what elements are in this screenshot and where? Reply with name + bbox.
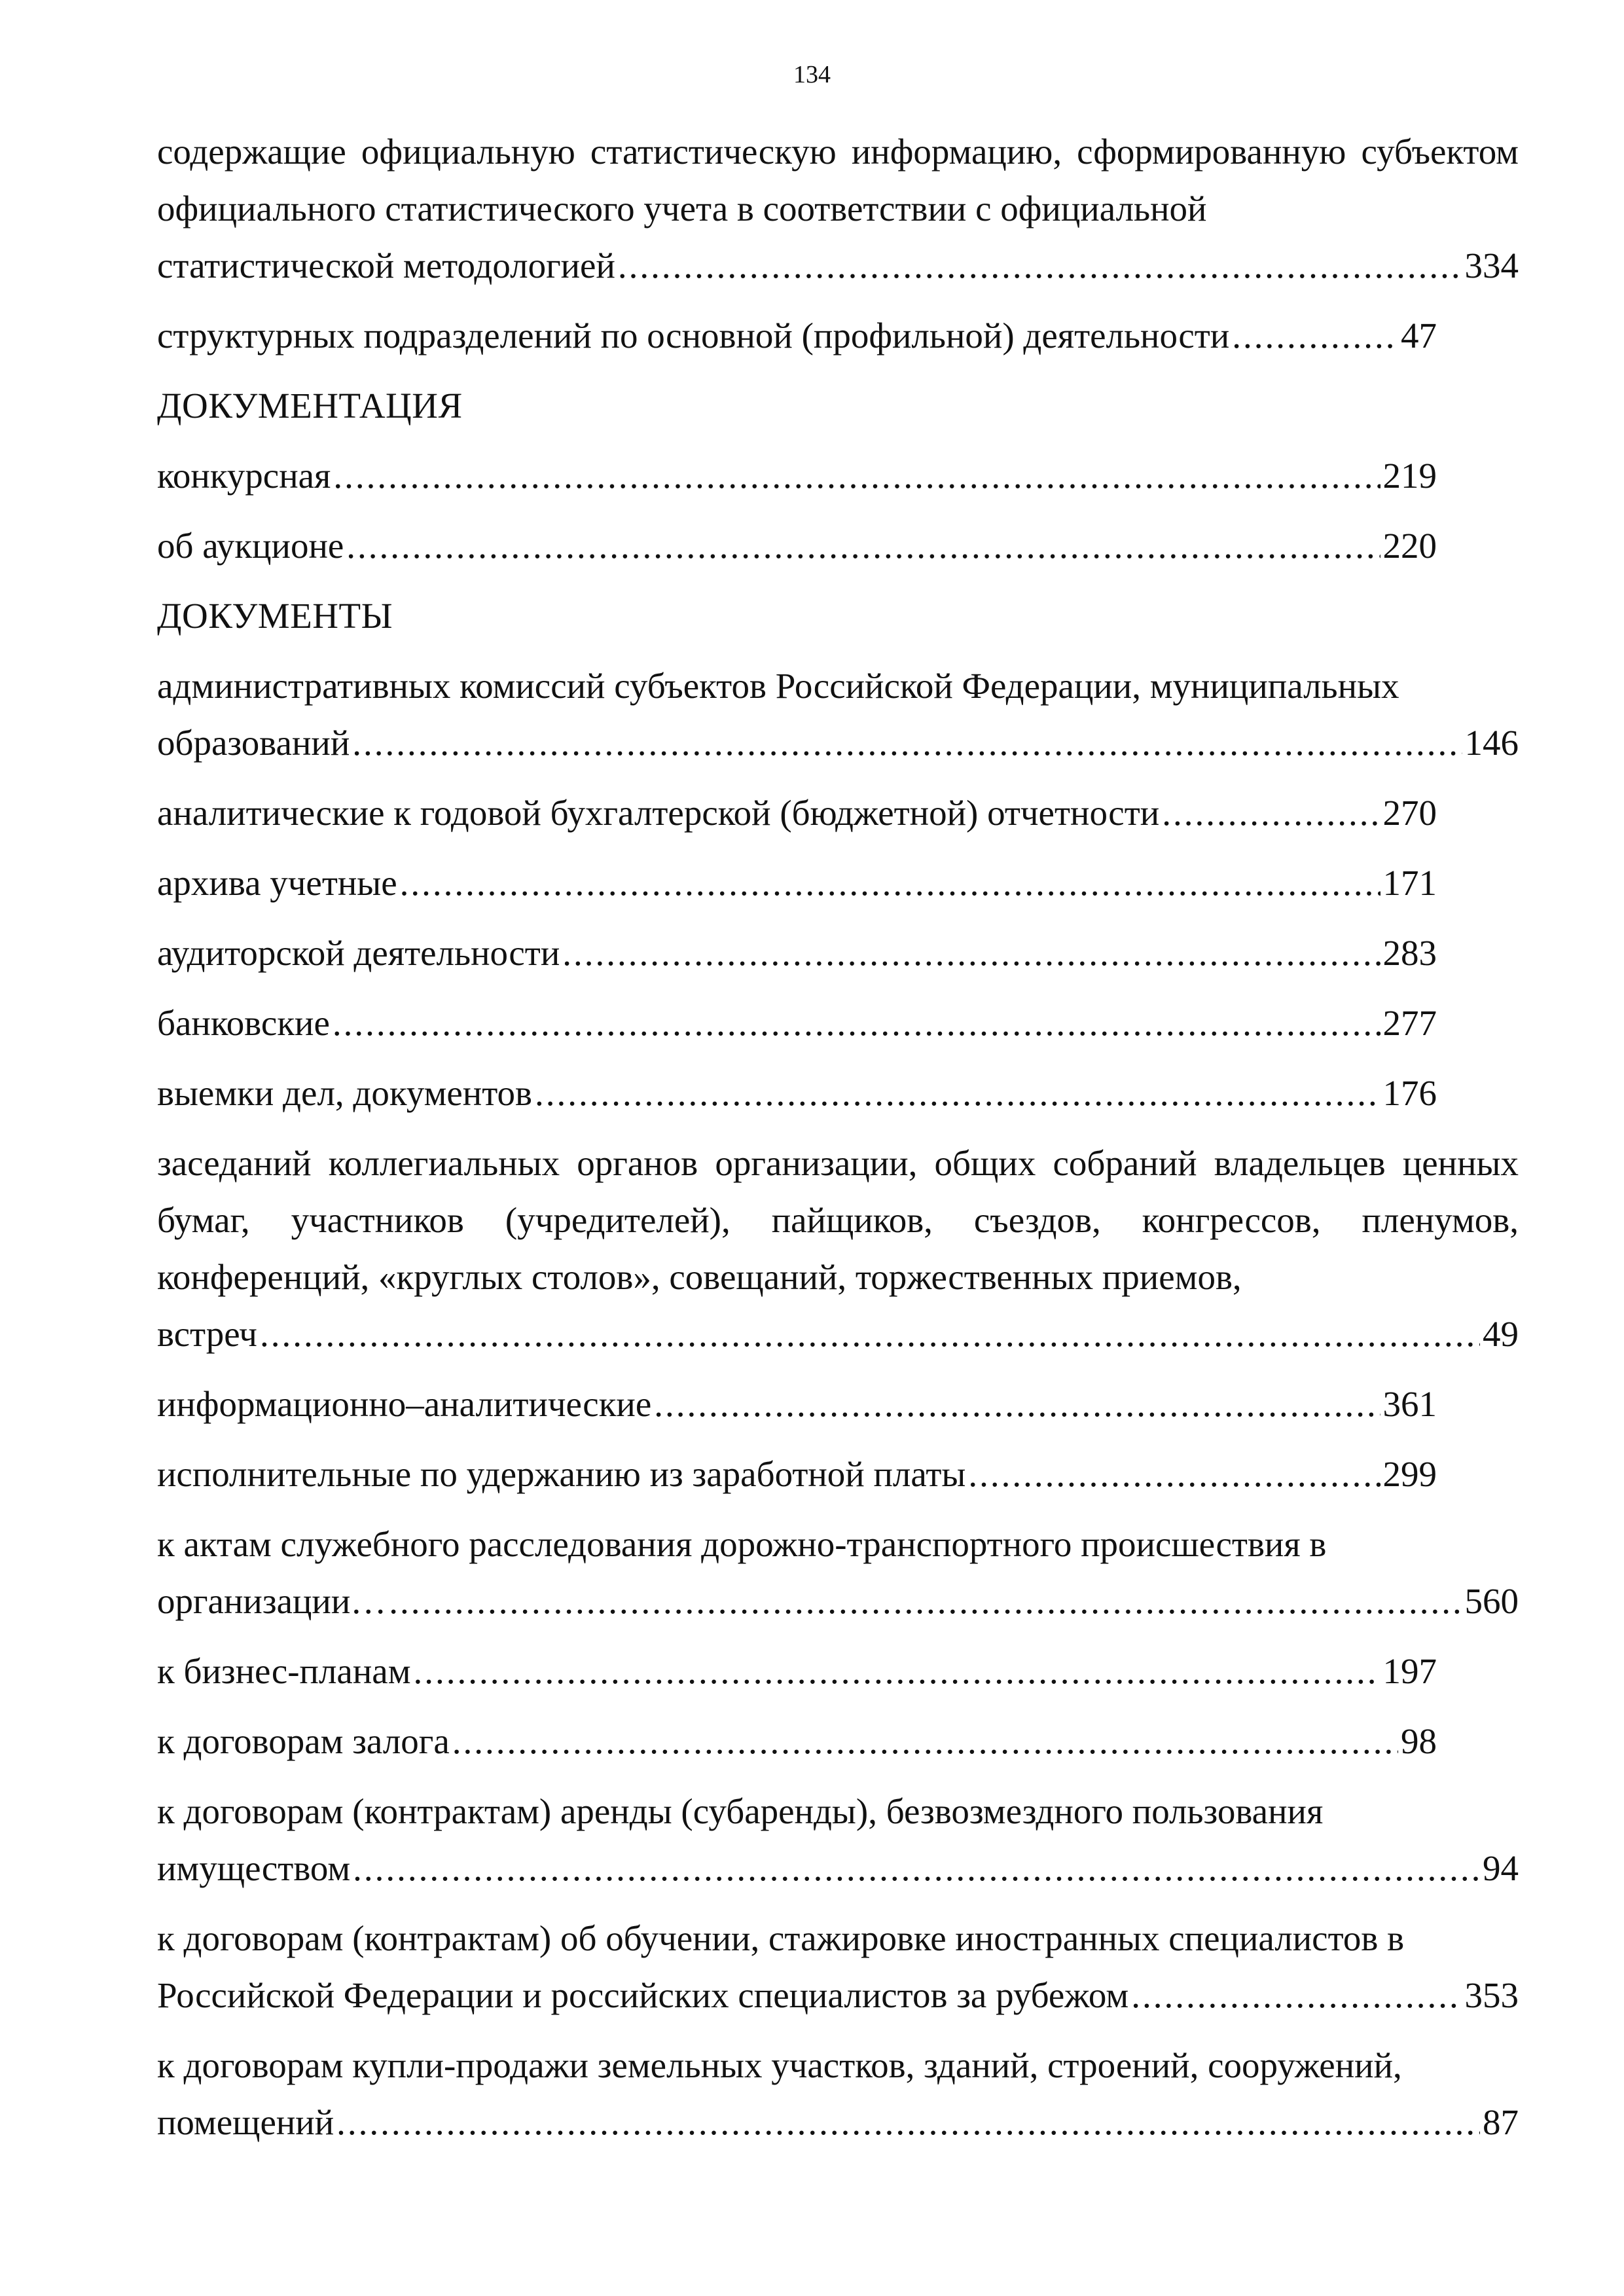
index-entry [157,854,1519,911]
dot-leader [414,1643,1380,1700]
index-entry [157,1446,1519,1503]
dot-leader [968,1446,1380,1503]
entry-term: аналитические к годовой бухгалтерской (бюджетной) отчетности [157,793,1160,833]
index-entry [157,123,1519,294]
entry-text: заседаний коллегиальных органов организации, общих собраний владельцев ценных бумаг, участников (учредителей), пайщиков, съездов, конгрессов, пленумов, конференций, «круглых столов», совещаний, торжественных приемов, [157,1143,1519,1297]
entry-leader-line [157,1065,1437,1121]
entry-term: банковские [157,1003,330,1043]
dot-leader [389,1573,1462,1630]
index-entry [157,924,1519,981]
index-entry [157,307,1519,364]
entry-leader-line [157,1446,1437,1503]
entry-text: к договорам (контрактам) об обучении, стажировке иностранных специалистов в [157,1918,1405,1958]
page-reference: 277 [1382,1003,1437,1043]
entry-leader-line [157,854,1437,911]
page-reference: 220 [1382,526,1437,566]
page-reference: 270 [1382,793,1437,833]
index-entry [157,517,1519,574]
index-entry [157,447,1519,504]
entry-term: исполнительные по удержанию из заработной платы [157,1454,966,1494]
dot-leader [336,2094,1480,2151]
page-reference: 94 [1483,1848,1519,1888]
index-entry [157,1643,1519,1700]
index-entry [157,1713,1519,1770]
entry-term: к договорам залога [157,1721,450,1761]
entry-leader-line [157,1713,1437,1770]
entry-term: структурных подразделений по основной (профильной) деятельности [157,316,1230,355]
entry-term: помещений [157,2102,334,2142]
index-entry [157,1376,1519,1432]
entry-term: выемки дел, документов [157,1073,533,1113]
page-reference: 98 [1401,1721,1437,1761]
index-content [157,123,1519,2164]
dot-leader [562,924,1380,981]
dot-leader [618,237,1462,294]
page-reference: 353 [1464,1975,1519,2015]
entry-leader-line [157,1305,1519,1362]
entry-term: аудиторской деятельности [157,933,560,973]
dot-leader [400,854,1380,911]
entry-leader-line [157,924,1437,981]
page-reference: 219 [1382,456,1437,496]
section-heading: ДОКУМЕНТАЦИЯ [157,386,463,426]
entry-leader-line [157,994,1437,1051]
entry-leader-line [157,1840,1519,1897]
entry-term: Российской Федерации и российских специалистов за рубежом [157,1975,1129,2015]
entry-leader-line [157,1376,1437,1432]
page-reference: 299 [1382,1454,1437,1494]
entry-leader-line [157,714,1519,771]
dot-leader [260,1305,1480,1362]
page-reference: 283 [1382,933,1437,973]
page-reference: 49 [1483,1314,1519,1354]
page-reference: 87 [1483,2102,1519,2142]
index-entry [157,784,1519,841]
entry-leader-line [157,517,1437,574]
dot-leader [333,447,1380,504]
section-heading: ДОКУМЕНТЫ [157,596,393,636]
entry-text: к договорам купли-продажи земельных участков, зданий, строений, сооружений, [157,2045,1402,2085]
entry-term: имуществом [157,1848,351,1888]
dot-leader [353,1840,1480,1897]
entry-leader-line [157,237,1519,294]
page-reference: 334 [1464,246,1519,285]
entry-term: архива учетные [157,863,397,903]
dot-leader [654,1376,1380,1432]
index-entry [157,1135,1519,1362]
entry-leader-line [157,1573,1519,1630]
entry-term: встреч [157,1314,257,1354]
page-reference: 47 [1401,316,1437,355]
dot-leader [452,1713,1398,1770]
entry-term: информационно–аналитические [157,1384,652,1424]
entry-term: образований [157,723,350,763]
index-entry [157,1065,1519,1121]
index-entry [157,2037,1519,2151]
entry-leader-line [157,784,1437,841]
entry-leader-line [157,2094,1519,2151]
entry-term: организации… [157,1581,387,1621]
entry-text: к актам служебного расследования дорожно-транспортного происшествия в [157,1524,1327,1564]
dot-leader [333,994,1380,1051]
dot-leader [346,517,1380,574]
index-entry [157,994,1519,1051]
page-reference: 197 [1382,1651,1437,1691]
page-reference: 146 [1464,723,1519,763]
page-number: 134 [793,61,831,88]
entry-text: административных комиссий субъектов Российской Федерации, муниципальных [157,666,1399,706]
index-entry [157,1910,1519,2024]
dot-leader [1131,1967,1462,2024]
entry-text: содержащие официальную статистическую информацию, сформированную субъектом официального статистического учета в соответствии с официальной [157,132,1519,228]
entry-term: к бизнес-планам [157,1651,411,1691]
entry-term: статистической методологией [157,246,615,285]
dot-leader [535,1065,1380,1121]
page-reference: 361 [1382,1384,1437,1424]
index-entry [157,1783,1519,1897]
page-reference: 171 [1382,863,1437,903]
entry-term: об аукционе [157,526,344,566]
dot-leader [352,714,1462,771]
entry-text: к договорам (контрактам) аренды (субаренды), безвозмездного пользования [157,1791,1324,1831]
page-reference: 560 [1464,1581,1519,1621]
entry-leader-line [157,1967,1519,2024]
entry-leader-line [157,1643,1437,1700]
entry-leader-line [157,447,1437,504]
dot-leader [1232,307,1398,364]
page-reference: 176 [1382,1073,1437,1113]
index-entry [157,657,1519,771]
entry-term: конкурсная [157,456,331,496]
entry-leader-line [157,307,1437,364]
index-entry [157,1516,1519,1630]
dot-leader [1162,784,1380,841]
